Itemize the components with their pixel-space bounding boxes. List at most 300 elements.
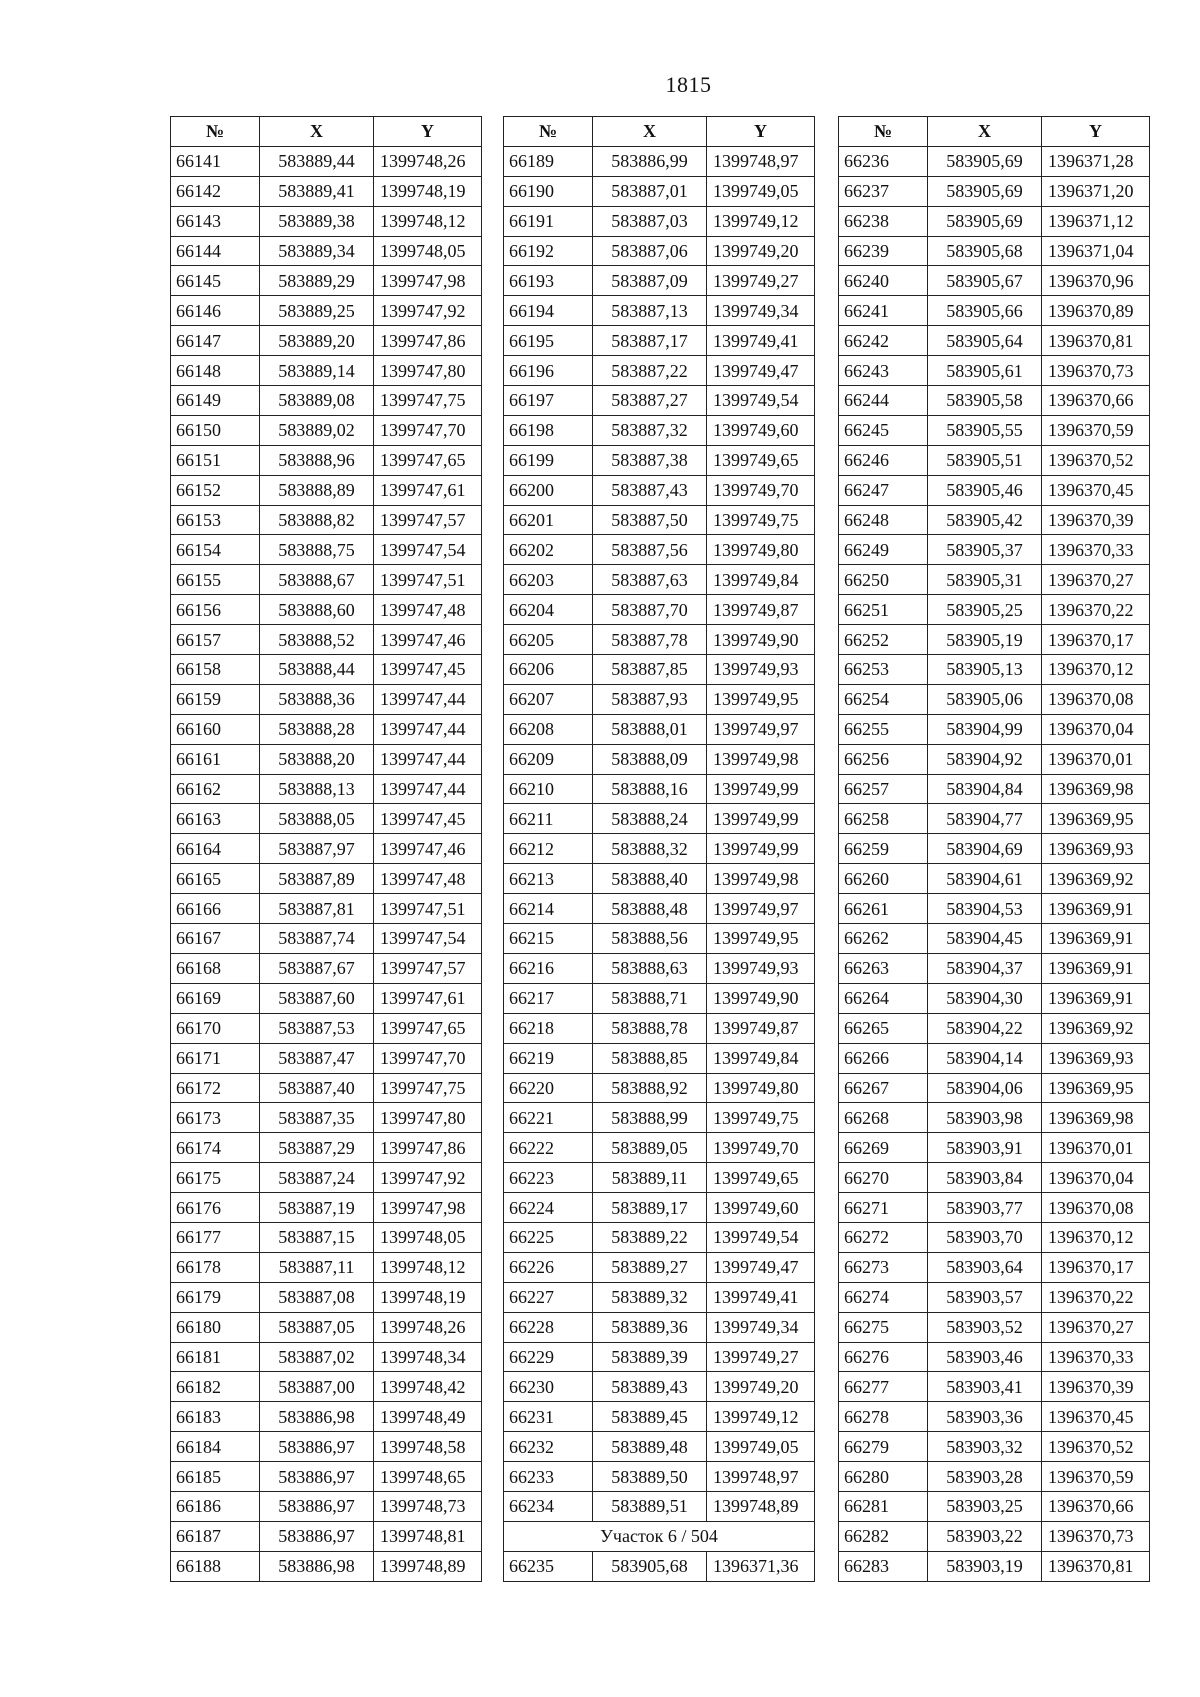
y-coordinate-cell: 1399747,70 <box>374 1043 482 1073</box>
point-number-cell: 66158 <box>171 655 260 685</box>
table-row <box>839 1521 1150 1551</box>
y-coordinate-cell: 1396370,22 <box>1042 595 1150 625</box>
point-number-cell: 66152 <box>171 475 260 505</box>
x-coordinate-cell: 583888,78 <box>593 1013 707 1043</box>
table-row <box>171 834 482 864</box>
column-header-x: X <box>593 117 707 147</box>
x-coordinate-cell: 583905,19 <box>928 625 1042 655</box>
table-row <box>839 1432 1150 1462</box>
table-row <box>839 983 1150 1013</box>
x-coordinate-cell: 583904,06 <box>928 1073 1042 1103</box>
x-coordinate-cell: 583889,45 <box>593 1402 707 1432</box>
x-coordinate-cell: 583904,37 <box>928 953 1042 983</box>
x-coordinate-cell: 583887,22 <box>593 356 707 386</box>
x-coordinate-cell: 583886,98 <box>260 1402 374 1432</box>
x-coordinate-cell: 583903,41 <box>928 1372 1042 1402</box>
table-row <box>839 146 1150 176</box>
y-coordinate-cell: 1399748,26 <box>374 146 482 176</box>
y-coordinate-cell: 1396370,17 <box>1042 1252 1150 1282</box>
y-coordinate-cell: 1396369,91 <box>1042 894 1150 924</box>
x-coordinate-cell: 583887,35 <box>260 1103 374 1133</box>
x-coordinate-cell: 583904,22 <box>928 1013 1042 1043</box>
table-row <box>171 1551 482 1581</box>
point-number-cell: 66194 <box>504 296 593 326</box>
x-coordinate-cell: 583887,00 <box>260 1372 374 1402</box>
y-coordinate-cell: 1399748,12 <box>374 206 482 236</box>
x-coordinate-cell: 583888,28 <box>260 714 374 744</box>
x-coordinate-cell: 583903,25 <box>928 1491 1042 1521</box>
y-coordinate-cell: 1399749,54 <box>707 1222 815 1252</box>
x-coordinate-cell: 583888,52 <box>260 625 374 655</box>
table-row <box>171 1491 482 1521</box>
table-row <box>504 924 815 954</box>
x-coordinate-cell: 583905,69 <box>928 176 1042 206</box>
x-coordinate-cell: 583889,38 <box>260 206 374 236</box>
y-coordinate-cell: 1396370,12 <box>1042 655 1150 685</box>
point-number-cell: 66265 <box>839 1013 928 1043</box>
point-number-cell: 66164 <box>171 834 260 864</box>
table-row <box>171 684 482 714</box>
x-coordinate-cell: 583889,39 <box>593 1342 707 1372</box>
x-coordinate-cell: 583888,44 <box>260 655 374 685</box>
y-coordinate-cell: 1399749,87 <box>707 1013 815 1043</box>
y-coordinate-cell: 1396369,98 <box>1042 1103 1150 1133</box>
x-coordinate-cell: 583888,20 <box>260 744 374 774</box>
point-number-cell: 66259 <box>839 834 928 864</box>
x-coordinate-cell: 583889,02 <box>260 415 374 445</box>
table-row <box>171 1282 482 1312</box>
x-coordinate-cell: 583889,43 <box>593 1372 707 1402</box>
table-row <box>171 236 482 266</box>
point-number-cell: 66269 <box>839 1133 928 1163</box>
table-row <box>504 655 815 685</box>
table-row <box>839 206 1150 236</box>
y-coordinate-cell: 1399748,26 <box>374 1312 482 1342</box>
y-coordinate-cell: 1396370,27 <box>1042 565 1150 595</box>
point-number-cell: 66278 <box>839 1402 928 1432</box>
x-coordinate-cell: 583903,22 <box>928 1521 1042 1551</box>
section-row <box>504 1521 815 1551</box>
y-coordinate-cell: 1399749,60 <box>707 1193 815 1223</box>
y-coordinate-cell: 1399748,05 <box>374 236 482 266</box>
table-row <box>171 1013 482 1043</box>
table-row <box>504 146 815 176</box>
table-row <box>839 924 1150 954</box>
x-coordinate-cell: 583888,09 <box>593 744 707 774</box>
table-row <box>504 744 815 774</box>
y-coordinate-cell: 1399747,57 <box>374 953 482 983</box>
y-coordinate-cell: 1396370,22 <box>1042 1282 1150 1312</box>
x-coordinate-cell: 583887,15 <box>260 1222 374 1252</box>
point-number-cell: 66274 <box>839 1282 928 1312</box>
table-row <box>839 505 1150 535</box>
x-coordinate-cell: 583887,05 <box>260 1312 374 1342</box>
table-row <box>171 1342 482 1372</box>
y-coordinate-cell: 1396370,33 <box>1042 1342 1150 1372</box>
point-number-cell: 66280 <box>839 1462 928 1492</box>
y-coordinate-cell: 1399749,70 <box>707 1133 815 1163</box>
y-coordinate-cell: 1399749,95 <box>707 684 815 714</box>
y-coordinate-cell: 1399748,73 <box>374 1491 482 1521</box>
point-number-cell: 66161 <box>171 744 260 774</box>
table-row <box>504 684 815 714</box>
x-coordinate-cell: 583889,08 <box>260 386 374 416</box>
coordinates-table-2 <box>503 116 815 1582</box>
point-number-cell: 66251 <box>839 595 928 625</box>
x-coordinate-cell: 583888,82 <box>260 505 374 535</box>
table-row <box>839 894 1150 924</box>
point-number-cell: 66219 <box>504 1043 593 1073</box>
point-number-cell: 66202 <box>504 535 593 565</box>
y-coordinate-cell: 1396370,52 <box>1042 445 1150 475</box>
y-coordinate-cell: 1399747,45 <box>374 804 482 834</box>
x-coordinate-cell: 583904,99 <box>928 714 1042 744</box>
y-coordinate-cell: 1396371,28 <box>1042 146 1150 176</box>
point-number-cell: 66210 <box>504 774 593 804</box>
y-coordinate-cell: 1399748,49 <box>374 1402 482 1432</box>
point-number-cell: 66273 <box>839 1252 928 1282</box>
x-coordinate-cell: 583887,97 <box>260 834 374 864</box>
x-coordinate-cell: 583889,48 <box>593 1432 707 1462</box>
point-number-cell: 66239 <box>839 236 928 266</box>
point-number-cell: 66276 <box>839 1342 928 1372</box>
x-coordinate-cell: 583888,96 <box>260 445 374 475</box>
x-coordinate-cell: 583889,05 <box>593 1133 707 1163</box>
point-number-cell: 66255 <box>839 714 928 744</box>
table-row <box>839 625 1150 655</box>
x-coordinate-cell: 583888,01 <box>593 714 707 744</box>
point-number-cell: 66281 <box>839 1491 928 1521</box>
y-coordinate-cell: 1399749,47 <box>707 1252 815 1282</box>
y-coordinate-cell: 1399747,48 <box>374 864 482 894</box>
y-coordinate-cell: 1396370,39 <box>1042 505 1150 535</box>
x-coordinate-cell: 583903,91 <box>928 1133 1042 1163</box>
point-number-cell: 66218 <box>504 1013 593 1043</box>
y-coordinate-cell: 1396371,36 <box>707 1551 815 1581</box>
point-number-cell: 66241 <box>839 296 928 326</box>
column-header-y: Y <box>374 117 482 147</box>
point-number-cell: 66183 <box>171 1402 260 1432</box>
y-coordinate-cell: 1399747,44 <box>374 744 482 774</box>
x-coordinate-cell: 583905,46 <box>928 475 1042 505</box>
y-coordinate-cell: 1399749,12 <box>707 206 815 236</box>
y-coordinate-cell: 1396370,52 <box>1042 1432 1150 1462</box>
x-coordinate-cell: 583887,29 <box>260 1133 374 1163</box>
y-coordinate-cell: 1399747,80 <box>374 1103 482 1133</box>
table-row <box>171 864 482 894</box>
table-row <box>504 326 815 356</box>
y-coordinate-cell: 1399748,12 <box>374 1252 482 1282</box>
point-number-cell: 66220 <box>504 1073 593 1103</box>
point-number-cell: 66262 <box>839 924 928 954</box>
table-row <box>839 804 1150 834</box>
x-coordinate-cell: 583887,11 <box>260 1252 374 1282</box>
x-coordinate-cell: 583903,84 <box>928 1163 1042 1193</box>
table-row <box>504 1103 815 1133</box>
point-number-cell: 66182 <box>171 1372 260 1402</box>
table-row <box>504 1402 815 1432</box>
point-number-cell: 66157 <box>171 625 260 655</box>
table-row <box>504 206 815 236</box>
table-row <box>839 445 1150 475</box>
table-row <box>171 505 482 535</box>
y-coordinate-cell: 1396370,59 <box>1042 415 1150 445</box>
table-row <box>171 565 482 595</box>
table-row <box>839 864 1150 894</box>
x-coordinate-cell: 583887,78 <box>593 625 707 655</box>
point-number-cell: 66270 <box>839 1163 928 1193</box>
y-coordinate-cell: 1396369,91 <box>1042 983 1150 1013</box>
x-coordinate-cell: 583887,47 <box>260 1043 374 1073</box>
x-coordinate-cell: 583904,14 <box>928 1043 1042 1073</box>
x-coordinate-cell: 583888,56 <box>593 924 707 954</box>
point-number-cell: 66154 <box>171 535 260 565</box>
table-row <box>504 565 815 595</box>
table-row <box>504 1013 815 1043</box>
table-row <box>504 386 815 416</box>
y-coordinate-cell: 1399749,34 <box>707 1312 815 1342</box>
y-coordinate-cell: 1399748,97 <box>707 1462 815 1492</box>
page-number: 1815 <box>665 72 712 97</box>
table-row <box>171 714 482 744</box>
point-number-cell: 66179 <box>171 1282 260 1312</box>
point-number-cell: 66248 <box>839 505 928 535</box>
x-coordinate-cell: 583904,30 <box>928 983 1042 1013</box>
point-number-cell: 66147 <box>171 326 260 356</box>
point-number-cell: 66216 <box>504 953 593 983</box>
table-row <box>171 1462 482 1492</box>
table-row <box>839 684 1150 714</box>
point-number-cell: 66279 <box>839 1432 928 1462</box>
point-number-cell: 66190 <box>504 176 593 206</box>
x-coordinate-cell: 583889,50 <box>593 1462 707 1492</box>
point-number-cell: 66275 <box>839 1312 928 1342</box>
y-coordinate-cell: 1399748,05 <box>374 1222 482 1252</box>
x-coordinate-cell: 583887,02 <box>260 1342 374 1372</box>
point-number-cell: 66162 <box>171 774 260 804</box>
point-number-cell: 66195 <box>504 326 593 356</box>
point-number-cell: 66235 <box>504 1551 593 1581</box>
y-coordinate-cell: 1399747,54 <box>374 535 482 565</box>
point-number-cell: 66169 <box>171 983 260 1013</box>
point-number-cell: 66221 <box>504 1103 593 1133</box>
x-coordinate-cell: 583888,67 <box>260 565 374 595</box>
table-row <box>504 236 815 266</box>
table-row <box>171 774 482 804</box>
y-coordinate-cell: 1396369,93 <box>1042 1043 1150 1073</box>
y-coordinate-cell: 1399749,60 <box>707 415 815 445</box>
x-coordinate-cell: 583889,41 <box>260 176 374 206</box>
table-row <box>171 1252 482 1282</box>
table-row <box>171 386 482 416</box>
y-coordinate-cell: 1396370,96 <box>1042 266 1150 296</box>
table-row <box>504 625 815 655</box>
y-coordinate-cell: 1399747,46 <box>374 625 482 655</box>
y-coordinate-cell: 1399749,80 <box>707 1073 815 1103</box>
x-coordinate-cell: 583888,89 <box>260 475 374 505</box>
y-coordinate-cell: 1399747,98 <box>374 1193 482 1223</box>
column-header-x: X <box>928 117 1042 147</box>
y-coordinate-cell: 1396370,45 <box>1042 475 1150 505</box>
y-coordinate-cell: 1396370,04 <box>1042 1163 1150 1193</box>
point-number-cell: 66257 <box>839 774 928 804</box>
table-row <box>504 804 815 834</box>
table-row <box>171 983 482 1013</box>
point-number-cell: 66247 <box>839 475 928 505</box>
point-number-cell: 66215 <box>504 924 593 954</box>
x-coordinate-cell: 583904,84 <box>928 774 1042 804</box>
y-coordinate-cell: 1399749,90 <box>707 983 815 1013</box>
point-number-cell: 66268 <box>839 1103 928 1133</box>
point-number-cell: 66250 <box>839 565 928 595</box>
table-row <box>839 953 1150 983</box>
point-number-cell: 66192 <box>504 236 593 266</box>
point-number-cell: 66203 <box>504 565 593 595</box>
table-row <box>504 1222 815 1252</box>
y-coordinate-cell: 1399749,75 <box>707 505 815 535</box>
y-coordinate-cell: 1399747,75 <box>374 1073 482 1103</box>
x-coordinate-cell: 583887,09 <box>593 266 707 296</box>
y-coordinate-cell: 1399749,93 <box>707 655 815 685</box>
point-number-cell: 66177 <box>171 1222 260 1252</box>
table-row <box>839 356 1150 386</box>
x-coordinate-cell: 583903,19 <box>928 1551 1042 1581</box>
y-coordinate-cell: 1399748,34 <box>374 1342 482 1372</box>
point-number-cell: 66207 <box>504 684 593 714</box>
y-coordinate-cell: 1399747,46 <box>374 834 482 864</box>
table-row <box>171 356 482 386</box>
point-number-cell: 66266 <box>839 1043 928 1073</box>
table-row <box>839 1163 1150 1193</box>
table-row <box>839 535 1150 565</box>
y-coordinate-cell: 1399747,80 <box>374 356 482 386</box>
x-coordinate-cell: 583904,45 <box>928 924 1042 954</box>
table-row <box>171 1521 482 1551</box>
x-coordinate-cell: 583888,71 <box>593 983 707 1013</box>
y-coordinate-cell: 1399749,97 <box>707 714 815 744</box>
x-coordinate-cell: 583886,99 <box>593 146 707 176</box>
y-coordinate-cell: 1399747,44 <box>374 774 482 804</box>
point-number-cell: 66223 <box>504 1163 593 1193</box>
table-row <box>504 953 815 983</box>
table-row <box>504 894 815 924</box>
table-row <box>504 475 815 505</box>
column-header-y: Y <box>707 117 815 147</box>
table-row <box>839 475 1150 505</box>
table-row <box>504 415 815 445</box>
x-coordinate-cell: 583887,81 <box>260 894 374 924</box>
table-row <box>171 744 482 774</box>
y-coordinate-cell: 1396370,73 <box>1042 1521 1150 1551</box>
x-coordinate-cell: 583888,32 <box>593 834 707 864</box>
table-row <box>504 1163 815 1193</box>
x-coordinate-cell: 583886,97 <box>260 1462 374 1492</box>
y-coordinate-cell: 1396370,01 <box>1042 1133 1150 1163</box>
point-number-cell: 66178 <box>171 1252 260 1282</box>
y-coordinate-cell: 1399747,48 <box>374 595 482 625</box>
y-coordinate-cell: 1399749,93 <box>707 953 815 983</box>
y-coordinate-cell: 1399749,34 <box>707 296 815 326</box>
x-coordinate-cell: 583905,66 <box>928 296 1042 326</box>
table-row <box>504 505 815 535</box>
y-coordinate-cell: 1396370,39 <box>1042 1372 1150 1402</box>
x-coordinate-cell: 583903,36 <box>928 1402 1042 1432</box>
x-coordinate-cell: 583886,98 <box>260 1551 374 1581</box>
y-coordinate-cell: 1399747,51 <box>374 565 482 595</box>
point-number-cell: 66233 <box>504 1462 593 1492</box>
point-number-cell: 66166 <box>171 894 260 924</box>
x-coordinate-cell: 583887,27 <box>593 386 707 416</box>
y-coordinate-cell: 1396370,01 <box>1042 744 1150 774</box>
point-number-cell: 66173 <box>171 1103 260 1133</box>
y-coordinate-cell: 1399747,70 <box>374 415 482 445</box>
y-coordinate-cell: 1399749,05 <box>707 1432 815 1462</box>
y-coordinate-cell: 1399748,65 <box>374 1462 482 1492</box>
y-coordinate-cell: 1396370,04 <box>1042 714 1150 744</box>
table-row <box>839 236 1150 266</box>
point-number-cell: 66141 <box>171 146 260 176</box>
y-coordinate-cell: 1399747,54 <box>374 924 482 954</box>
point-number-cell: 66146 <box>171 296 260 326</box>
x-coordinate-cell: 583888,05 <box>260 804 374 834</box>
table-row <box>839 1551 1150 1581</box>
point-number-cell: 66159 <box>171 684 260 714</box>
point-number-cell: 66272 <box>839 1222 928 1252</box>
y-coordinate-cell: 1396370,81 <box>1042 326 1150 356</box>
point-number-cell: 66252 <box>839 625 928 655</box>
table-row <box>171 296 482 326</box>
x-coordinate-cell: 583889,17 <box>593 1193 707 1223</box>
point-number-cell: 66225 <box>504 1222 593 1252</box>
y-coordinate-cell: 1399749,27 <box>707 1342 815 1372</box>
point-number-cell: 66264 <box>839 983 928 1013</box>
x-coordinate-cell: 583887,06 <box>593 236 707 266</box>
table-row <box>839 1193 1150 1223</box>
x-coordinate-cell: 583889,22 <box>593 1222 707 1252</box>
y-coordinate-cell: 1396370,12 <box>1042 1222 1150 1252</box>
table-row <box>504 445 815 475</box>
y-coordinate-cell: 1399749,05 <box>707 176 815 206</box>
point-number-cell: 66198 <box>504 415 593 445</box>
table-row <box>839 415 1150 445</box>
y-coordinate-cell: 1396369,91 <box>1042 953 1150 983</box>
y-coordinate-cell: 1399749,99 <box>707 804 815 834</box>
y-coordinate-cell: 1396370,08 <box>1042 1193 1150 1223</box>
x-coordinate-cell: 583888,36 <box>260 684 374 714</box>
point-number-cell: 66227 <box>504 1282 593 1312</box>
x-coordinate-cell: 583887,93 <box>593 684 707 714</box>
table-row <box>839 1372 1150 1402</box>
x-coordinate-cell: 583887,74 <box>260 924 374 954</box>
point-number-cell: 66148 <box>171 356 260 386</box>
y-coordinate-cell: 1396370,73 <box>1042 356 1150 386</box>
point-number-cell: 66199 <box>504 445 593 475</box>
x-coordinate-cell: 583888,40 <box>593 864 707 894</box>
column-header-y: Y <box>1042 117 1150 147</box>
y-coordinate-cell: 1399747,45 <box>374 655 482 685</box>
y-coordinate-cell: 1396370,17 <box>1042 625 1150 655</box>
y-coordinate-cell: 1399749,41 <box>707 1282 815 1312</box>
point-number-cell: 66160 <box>171 714 260 744</box>
point-number-cell: 66231 <box>504 1402 593 1432</box>
point-number-cell: 66211 <box>504 804 593 834</box>
point-number-cell: 66172 <box>171 1073 260 1103</box>
y-coordinate-cell: 1399749,54 <box>707 386 815 416</box>
y-coordinate-cell: 1396369,93 <box>1042 834 1150 864</box>
x-coordinate-cell: 583887,67 <box>260 953 374 983</box>
x-coordinate-cell: 583904,61 <box>928 864 1042 894</box>
table-row <box>839 1312 1150 1342</box>
